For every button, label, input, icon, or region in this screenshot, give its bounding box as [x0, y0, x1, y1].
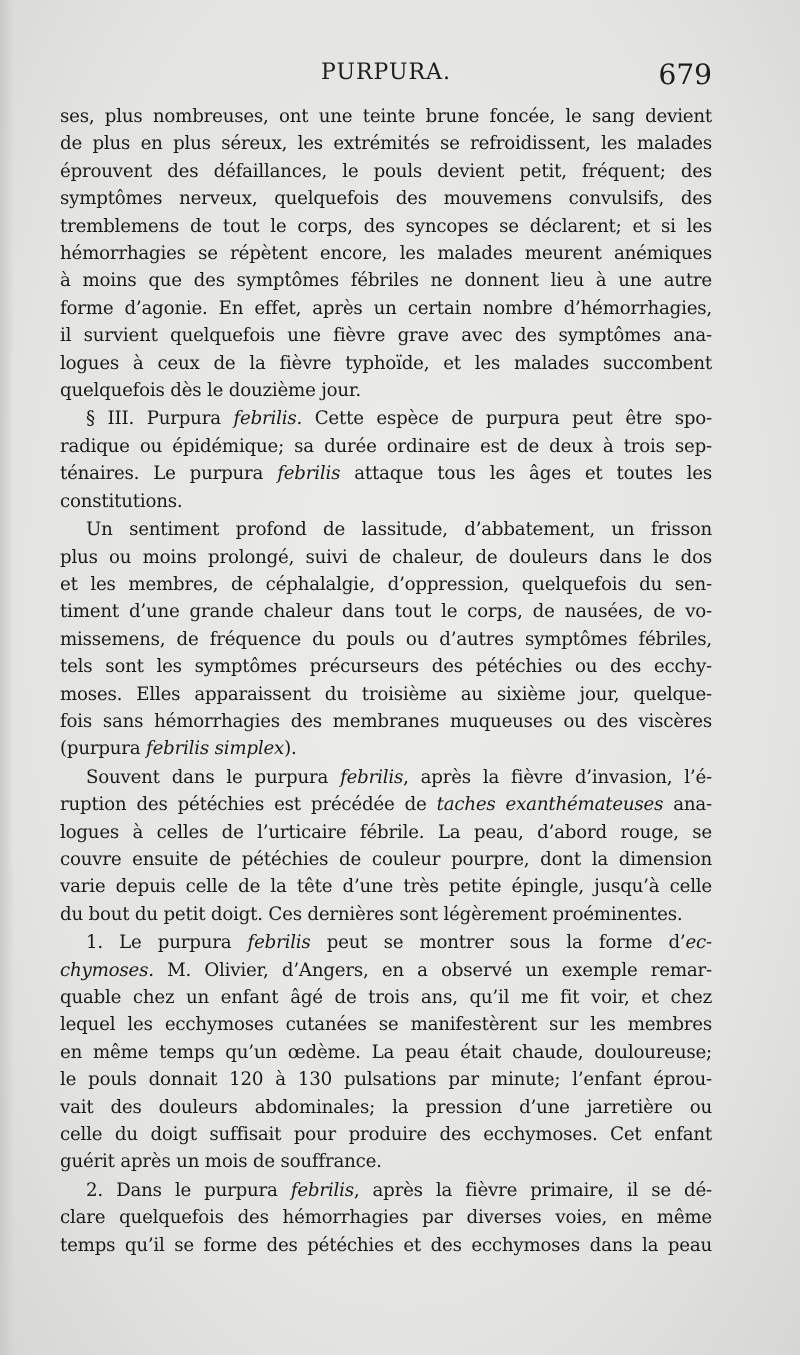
paragraph — [60, 764, 712, 928]
text-line: 2. Dans le purpura febrilis, après la fièvre primaire, il se dé- — [86, 1179, 712, 1201]
text-line: ruption des pétéchies est précédée de taches exanthémateuses ana- — [60, 794, 712, 816]
text-line: varie depuis celle de la tête d’une très petite épingle, jusqu’à celle — [60, 876, 712, 898]
running-head-title: PURPURA. — [321, 60, 451, 85]
paragraph — [60, 516, 712, 763]
paragraph — [60, 405, 712, 515]
text-line: ténaires. Le purpura febrilis attaque tous les âges et toutes les — [60, 463, 712, 485]
text-line: le pouls donnait 120 à 130 pulsations par minute; l’enfant éprou- — [60, 1069, 712, 1091]
text-line: missemens, de fréquence du pouls ou d’autres symptômes fébriles, — [60, 628, 712, 650]
text-line: ses, plus nombreuses, ont une teinte brune foncée, le sang devient — [60, 106, 712, 127]
text-line: tels sont les symptômes précurseurs des pétéchies ou des ecchy- — [60, 656, 712, 678]
text-line: quelquefois dès le douzième jour. — [60, 380, 361, 402]
text-line: logues à ceux de la fièvre typhoïde, et les malades succombent — [60, 352, 712, 374]
text-line: fois sans hémorrhagies des membranes muqueuses ou des viscères — [60, 710, 712, 732]
text-line: § III. Purpura febrilis. Cette espèce de purpura peut être spo- — [86, 408, 712, 430]
text-line: 1. Le purpura febrilis peut se montrer sous la forme d’ec- — [86, 932, 712, 954]
text-line: moses. Elles apparaissent du troisième au sixième jour, quelque- — [60, 683, 712, 705]
text-line: constitutions. — [60, 490, 183, 512]
text-line: logues à celles de l’urticaire fébrile. La peau, d’abord rouge, se — [60, 821, 712, 843]
body-text — [60, 103, 712, 1260]
text-line: hémorrhagies se répètent encore, les malades meurent anémiques — [60, 243, 712, 265]
text-line: celle du doigt suffisait pour produire des ecchymoses. Cet enfant — [60, 1124, 712, 1146]
running-head — [60, 58, 712, 94]
text-line: guérit après un mois de souffrance. — [60, 1151, 382, 1173]
text-line: couvre ensuite de pétéchies de couleur pourpre, dont la dimension — [60, 848, 712, 870]
text-line: Souvent dans le purpura febrilis, après la fièvre d’invasion, l’é- — [86, 766, 712, 788]
text-line: quable chez un enfant âgé de trois ans, qu’il me fit voir, et chez — [60, 987, 712, 1008]
text-line: tremblemens de tout le corps, des syncopes se déclarent; et si les — [60, 215, 712, 237]
text-line: radique ou épidémique; sa durée ordinaire est de deux à trois sep- — [60, 435, 712, 457]
text-line: forme d’agonie. En effet, après un certain nombre d’hémorrhagies, — [60, 297, 712, 319]
text-line: symptômes nerveux, quelquefois des mouvemens convulsifs, des — [60, 188, 712, 210]
page-gutter-shadow — [0, 0, 14, 1355]
text-line: lequel les ecchymoses cutanées se manifestèrent sur les membres — [60, 1014, 712, 1036]
text-line: Un sentiment profond de lassitude, d’abbatement, un frisson — [86, 519, 712, 541]
text-line: plus ou moins prolongé, suivi de chaleur, de douleurs dans le dos — [60, 546, 712, 568]
text-line: à moins que des symptômes fébriles ne donnent lieu à une autre — [60, 270, 712, 292]
text-line: vait des douleurs abdominales; la pression d’une jarretière ou — [60, 1096, 712, 1118]
text-line: du bout du petit doigt. Ces dernières sont légèrement proéminentes. — [60, 903, 683, 925]
paragraph — [60, 103, 712, 404]
text-line: éprouvent des défaillances, le pouls devient petit, fréquent; des — [60, 160, 712, 182]
page-number: 679 — [658, 58, 712, 91]
paragraph — [60, 1177, 712, 1259]
text-line: timent d’une grande chaleur dans tout le corps, de nausées, de vo- — [60, 601, 712, 623]
text-line: de plus en plus séreux, les extrémités se refroidissent, les malades — [60, 133, 712, 155]
paragraph — [60, 929, 712, 1176]
text-line: et les membres, de céphalalgie, d’oppression, quelquefois du sen- — [60, 573, 712, 595]
text-line: (purpura febrilis simplex). — [60, 738, 297, 760]
text-line: chymoses. M. Olivier, d’Angers, en a observé un exemple remar- — [60, 959, 712, 981]
text-line: clare quelquefois des hémorrhagies par diverses voies, en même — [60, 1207, 712, 1229]
text-line: il survient quelquefois une fièvre grave avec des symptômes ana- — [60, 325, 712, 347]
text-line: temps qu’il se forme des pétéchies et des ecchymoses dans la peau — [60, 1234, 712, 1256]
text-line: en même temps qu’un œdème. La peau était chaude, douloureuse; — [60, 1041, 712, 1063]
